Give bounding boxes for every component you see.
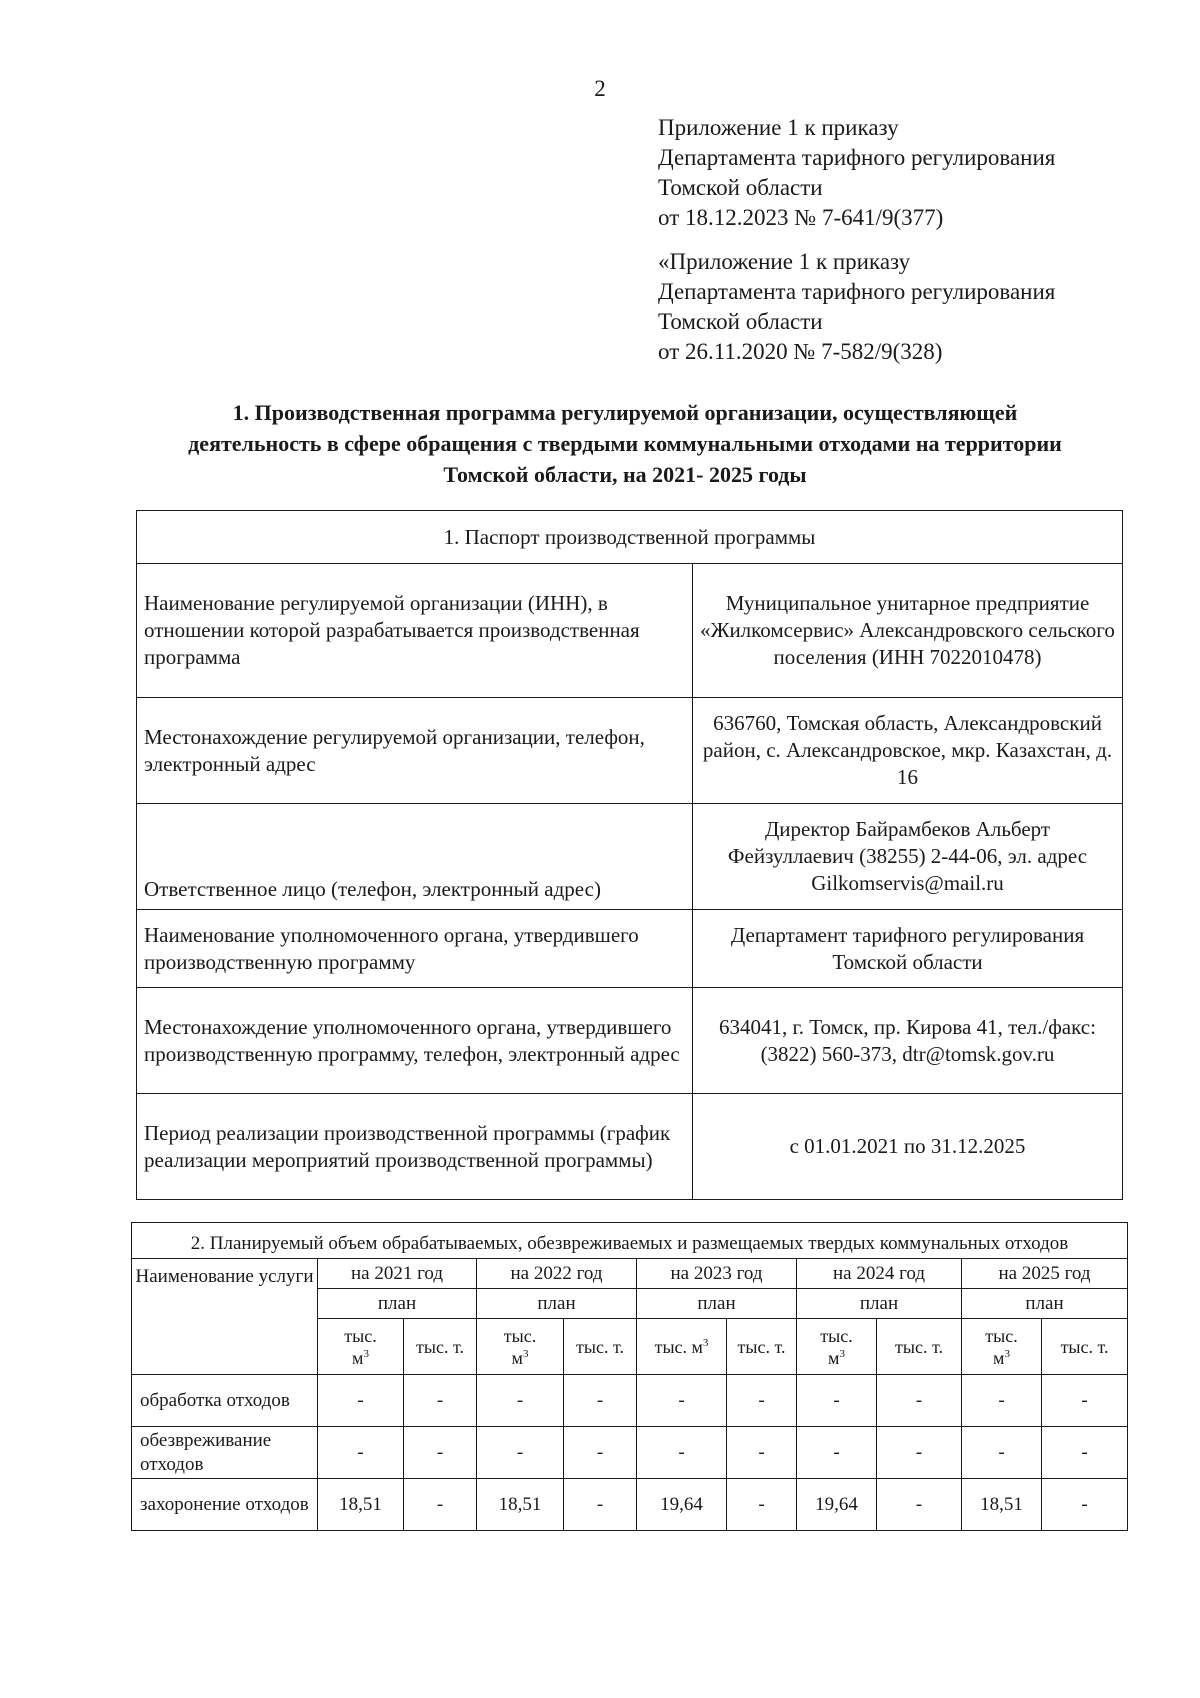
service-name: захоронение отходов [132,1479,318,1531]
passport-title: 1. Паспорт производственной программы [137,511,1123,564]
value-cell: - [404,1479,477,1531]
table-row [137,910,1123,988]
value-cell: - [564,1427,637,1479]
value-cell: - [404,1427,477,1479]
heading-line: деятельность в сфере обращения с твердыми коммунальными отходами на территории [188,431,1062,456]
service-name: обработка отходов [132,1375,318,1427]
appendix-line: от 18.12.2023 № 7-641/9(377) [658,205,944,230]
plan-header: план [637,1289,797,1319]
table-row [137,1094,1123,1200]
table-row [137,564,1123,698]
unit-t: тыс. т. [564,1319,637,1375]
passport-label: Наименование регулируемой организации (ИНН), в отношении которой разрабатывается производственная программа [137,564,693,698]
appendix-line: Томской области [658,175,823,200]
value-cell: - [1042,1427,1128,1479]
value-cell: 19,64 [797,1479,877,1531]
value-cell: - [877,1479,962,1531]
volume-title: 2. Планируемый объем обрабатываемых, обезвреживаемых и размещаемых твердых коммунальных отходов [132,1223,1128,1259]
value-cell: 18,51 [477,1479,564,1531]
unit-t: тыс. т. [727,1319,797,1375]
appendix-line: Томской области [658,309,823,334]
unit-t: тыс. т. [1042,1319,1128,1375]
value-cell: - [962,1375,1042,1427]
service-name: обезвреживание отходов [132,1427,318,1479]
unit-m3: тыс. $м^3$ [477,1319,564,1375]
passport-label: Ответственное лицо (телефон, электронный адрес) [137,804,693,910]
value-cell: 18,51 [962,1479,1042,1531]
appendix-line: «Приложение 1 к приказу [658,249,911,274]
unit-m3: тыс. $м^3$ [797,1319,877,1375]
plan-header: план [477,1289,637,1319]
passport-value: 634041, г. Томск, пр. Кирова 41, тел./факс: (3822) 560-373, dtr@tomsk.gov.ru [693,988,1123,1094]
volume-years-row [132,1259,1128,1289]
passport-label: Наименование уполномоченного органа, утвердившего производственную программу [137,910,693,988]
service-header: Наименование услуги [132,1259,318,1375]
section-heading [130,397,1120,490]
year-header: на 2023 год [637,1259,797,1289]
value-cell: 18,51 [318,1479,404,1531]
unit-t: тыс. т. [404,1319,477,1375]
value-cell: - [564,1479,637,1531]
value-cell: - [564,1375,637,1427]
value-cell: - [637,1427,727,1479]
appendix-original-order [658,247,1178,367]
plan-header: план [962,1289,1128,1319]
value-cell: - [318,1375,404,1427]
value-cell: - [1042,1479,1128,1531]
value-cell: - [797,1427,877,1479]
passport-value: с 01.01.2021 по 31.12.2025 [693,1094,1123,1200]
value-cell: - [477,1427,564,1479]
appendix-line: Департамента тарифного регулирования [658,279,1056,304]
value-cell: - [404,1375,477,1427]
value-cell: - [797,1375,877,1427]
table-row [137,988,1123,1094]
page-number: 2 [594,76,606,101]
passport-label: Местонахождение регулируемой организации, телефон, электронный адрес [137,698,693,804]
value-cell: - [877,1427,962,1479]
plan-header: план [318,1289,477,1319]
appendix-line: от 26.11.2020 № 7-582/9(328) [658,339,943,364]
heading-line: Томской области, на 2021- 2025 годы [443,462,807,487]
volume-title-row [132,1223,1128,1259]
year-header: на 2022 год [477,1259,637,1289]
year-header: на 2021 год [318,1259,477,1289]
value-cell: - [637,1375,727,1427]
year-header: на 2025 год [962,1259,1128,1289]
unit-m3: тыс. $м^3$ [962,1319,1042,1375]
value-cell: - [877,1375,962,1427]
passport-title-row [137,511,1123,564]
passport-value: 636760, Томская область, Александровский район, с. Александровское, мкр. Казахстан, д. 16 [693,698,1123,804]
year-header: на 2024 год [797,1259,962,1289]
value-cell: - [1042,1375,1128,1427]
passport-label: Период реализации производственной программы (график реализации мероприятий производственной программы) [137,1094,693,1200]
value-cell: - [962,1427,1042,1479]
unit-m3: тыс. $м^3$ [318,1319,404,1375]
table-row [137,698,1123,804]
value-cell: - [727,1375,797,1427]
passport-table [136,510,1123,1200]
unit-m3: тыс. $м^3$ [637,1319,727,1375]
table-row [137,804,1123,910]
unit-t: тыс. т. [877,1319,962,1375]
value-cell: - [727,1479,797,1531]
heading-line: 1. Производственная программа регулируемой организации, осуществляющей [232,400,1018,425]
table-row [132,1427,1128,1479]
table-row [132,1375,1128,1427]
value-cell: 19,64 [637,1479,727,1531]
appendix-line: Департамента тарифного регулирования [658,145,1056,170]
volume-table [131,1222,1128,1531]
value-cell: - [318,1427,404,1479]
passport-value: Муниципальное унитарное предприятие «Жилкомсервис» Александровского сельского поселения (ИНН 7022010478) [693,564,1123,698]
appendix-current-order [658,113,1178,233]
value-cell: - [727,1427,797,1479]
value-cell: - [477,1375,564,1427]
passport-value: Директор Байрамбеков Альберт Фейзуллаевич (38255) 2-44-06, эл. адрес Gilkomservis@mail.ru [693,804,1123,910]
appendix-line: Приложение 1 к приказу [658,115,899,140]
passport-label: Местонахождение уполномоченного органа, утвердившего производственную программу, телефон, электронный адрес [137,988,693,1094]
table-row [132,1479,1128,1531]
passport-value: Департамент тарифного регулирования Томской области [693,910,1123,988]
plan-header: план [797,1289,962,1319]
